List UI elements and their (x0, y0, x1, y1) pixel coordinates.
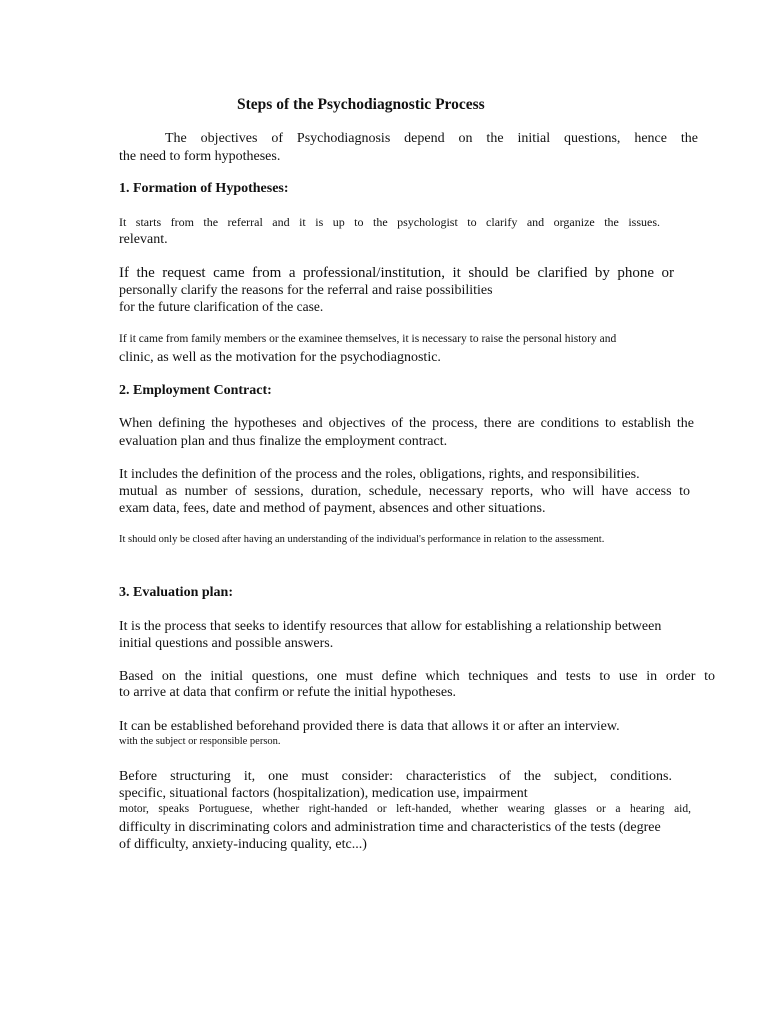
paragraph-line: exam data, fees, date and method of payment, absences and other situations. (119, 501, 546, 516)
paragraph-line: specific, situational factors (hospitalization), medication use, impairment (119, 786, 528, 801)
paragraph-line: Based on the initial questions, one must define which techniques and tests to use in order to (119, 669, 715, 684)
paragraph-line: personally clarify the reasons for the referral and raise possibilities (119, 283, 493, 298)
section-heading: 2. Employment Contract: (119, 383, 272, 398)
page-title: Steps of the Psychodiagnostic Process (237, 96, 485, 113)
intro-line: the need to form hypotheses. (119, 149, 281, 164)
section-heading: 1. Formation of Hypotheses: (119, 181, 289, 196)
section-heading: 3. Evaluation plan: (119, 585, 233, 600)
paragraph-line: Before structuring it, one must consider: characteristics of the subject, conditions. (119, 769, 672, 784)
paragraph-line: It includes the definition of the process and the roles, obligations, rights, and responsibilities. (119, 467, 640, 482)
paragraph-line: It is the process that seeks to identify resources that allow for establishing a relationship between (119, 619, 662, 634)
paragraph-line: relevant. (119, 232, 168, 247)
paragraph-line: motor, speaks Portuguese, whether right-handed or left-handed, whether wearing glasses or a hearing aid, (119, 803, 691, 815)
paragraph-line: mutual as number of sessions, duration, schedule, necessary reports, who will have access to (119, 484, 690, 499)
paragraph-line: It starts from the referral and it is up to the psychologist to clarify and organize the issues. (119, 215, 660, 229)
paragraph-line: clinic, as well as the motivation for the psychodiagnostic. (119, 350, 441, 365)
paragraph-line: evaluation plan and thus finalize the employment contract. (119, 434, 448, 449)
paragraph-line: If the request came from a professional/institution, it should be clarified by phone or (119, 265, 674, 281)
paragraph-line: If it came from family members or the examinee themselves, it is necessary to raise the personal history and (119, 333, 617, 345)
paragraph-line: difficulty in discriminating colors and administration time and characteristics of the tests (degree (119, 820, 661, 835)
paragraph-line: When defining the hypotheses and objectives of the process, there are conditions to establish the (119, 416, 694, 431)
paragraph-line: for the future clarification of the case. (119, 299, 324, 314)
paragraph-line: It can be established beforehand provided there is data that allows it or after an interview. (119, 719, 620, 734)
paragraph-line: It should only be closed after having an understanding of the individual's performance in relation to the assessment. (119, 534, 605, 545)
paragraph-line: with the subject or responsible person. (119, 736, 281, 747)
paragraph-line: of difficulty, anxiety-inducing quality, etc...) (119, 837, 367, 852)
intro-line: The objectives of Psychodiagnosis depend on the initial questions, hence the (165, 131, 698, 146)
paragraph-line: initial questions and possible answers. (119, 636, 334, 651)
paragraph-line: to arrive at data that confirm or refute the initial hypotheses. (119, 685, 457, 700)
